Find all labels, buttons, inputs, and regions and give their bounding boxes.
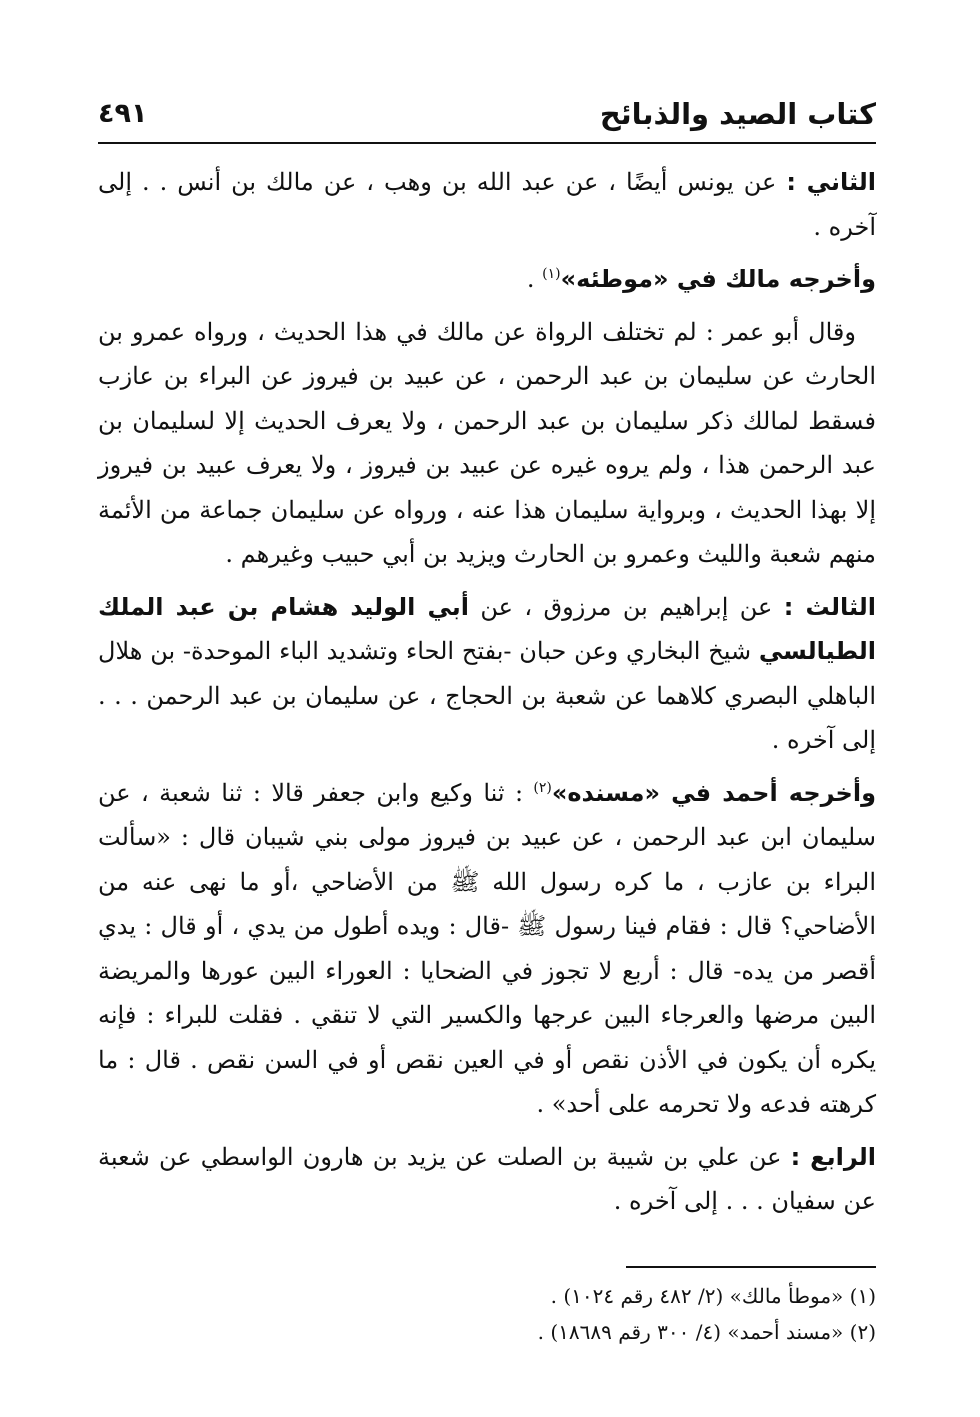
paragraph-malik (98, 257, 876, 302)
paragraph-third (98, 585, 876, 763)
body-text (98, 160, 876, 1232)
paragraph-lead: الرابع : (790, 1142, 876, 1171)
paragraph-text: شيخ البخاري وعن حبان -بفتح الحاء وتشديد الباء الموحدة- بن هلال الباهلي البصري كلاهما عن شعبة بن الحجاج ، عن سليمان بن عبد الرحمن . . . إلى آخره . (98, 637, 876, 754)
paragraph-ahmad (98, 771, 876, 1127)
paragraph-lead: الثاني : (786, 168, 877, 196)
paragraph-abu-umar (98, 310, 876, 577)
paragraph-text: عن علي بن شيبة بن الصلت عن يزيد بن هارون الواسطي عن شعبة عن سفيان . . . إلى آخره . (98, 1142, 876, 1215)
page-header (98, 94, 876, 138)
paragraph-text: : ثنا وكيع وابن جعفر قالا : ثنا شعبة ، عن سليمان ابن عبد الرحمن ، عن عبيد بن فيروز مولى بني شيبان قال : «سألت البراء بن عازب ، ما كره رسول الله ﷺ من الأضاحي ،أو ما نهى عنه من الأضاحي؟ قال : فقام فينا رسول ﷺ -قال : ويده أطول من يدي ، أو قال : يدي أقصر من يده- قال : أربع لا تجوز في الضحايا : العوراء البين عورها والمريضة البين مرضها والعرجاء البين عرجها والكسير التي لا تنقي . فقلت للبراء : فإنه يكره أن يكون في الأذن نقص أو في العين نقص أو في السن نقص . قال : ما كرهته فدعه ولا تحرمه على أحد» . (98, 778, 876, 1118)
page-number: ٤٩١ (98, 98, 148, 129)
paragraph-text: عن يونس أيضًا ، عن عبد الله بن وهب ، عن مالك بن أنس . . إلى آخره . (98, 168, 876, 241)
paragraph-lead: الثالث : (783, 592, 876, 621)
footnote-2: (٢) «مسند أحمد» (٤/ ٣٠٠ رقم ١٨٦٨٩) . (537, 1320, 876, 1344)
paragraph-second (98, 160, 876, 249)
paragraph-lead: وأخرجه مالك في «موطئه» (560, 265, 876, 293)
paragraph-text: عن إبراهيم بن مرزوق ، عن (468, 592, 784, 621)
paragraph-text: وقال أبو عمر : لم تختلف الرواة عن مالك في هذا الحديث ، ورواه عمرو بن الحارث عن سليمان بن عبد الرحمن ، عن عبيد بن فيروز عن البراء بن عازب فسقط لمالك ذكر سليمان بن عبد الرحمن ، ولا يعرف الحديث إلا لسليمان بن عبد الرحمن هذا ، ولم يروه غيره عن عبيد بن فيروز ، ولا يعرف عبيد بن فيروز إلا بهذا الحديث ، وبرواية سليمان هذا عنه ، ورواه عن سليمان جماعة من الأئمة منهم شعبة والليث وعمرو بن الحارث ويزيد بن أبي حبيب وغيرهم . (98, 317, 877, 568)
header-rule (98, 142, 876, 144)
footnote-rule (626, 1266, 876, 1268)
narrator-name: أبي الوليد هشام بن عبد الملك الطيالسي (98, 592, 877, 665)
footnote-ref-2[interactable]: (٢) (533, 779, 552, 796)
footnote-1: (١) «موطأ مالك» (٢/ ٤٨٢ رقم ١٠٢٤) . (550, 1284, 876, 1308)
running-title: كتاب الصيد والذبائح (599, 97, 876, 131)
page (98, 80, 876, 1380)
paragraph-fourth (98, 1135, 876, 1224)
footnotes (98, 1278, 876, 1350)
paragraph-text: . (526, 265, 543, 293)
footnote-ref-1[interactable]: (١) (542, 266, 561, 282)
paragraph-lead: وأخرجه أحمد في «مسنده» (551, 778, 876, 807)
